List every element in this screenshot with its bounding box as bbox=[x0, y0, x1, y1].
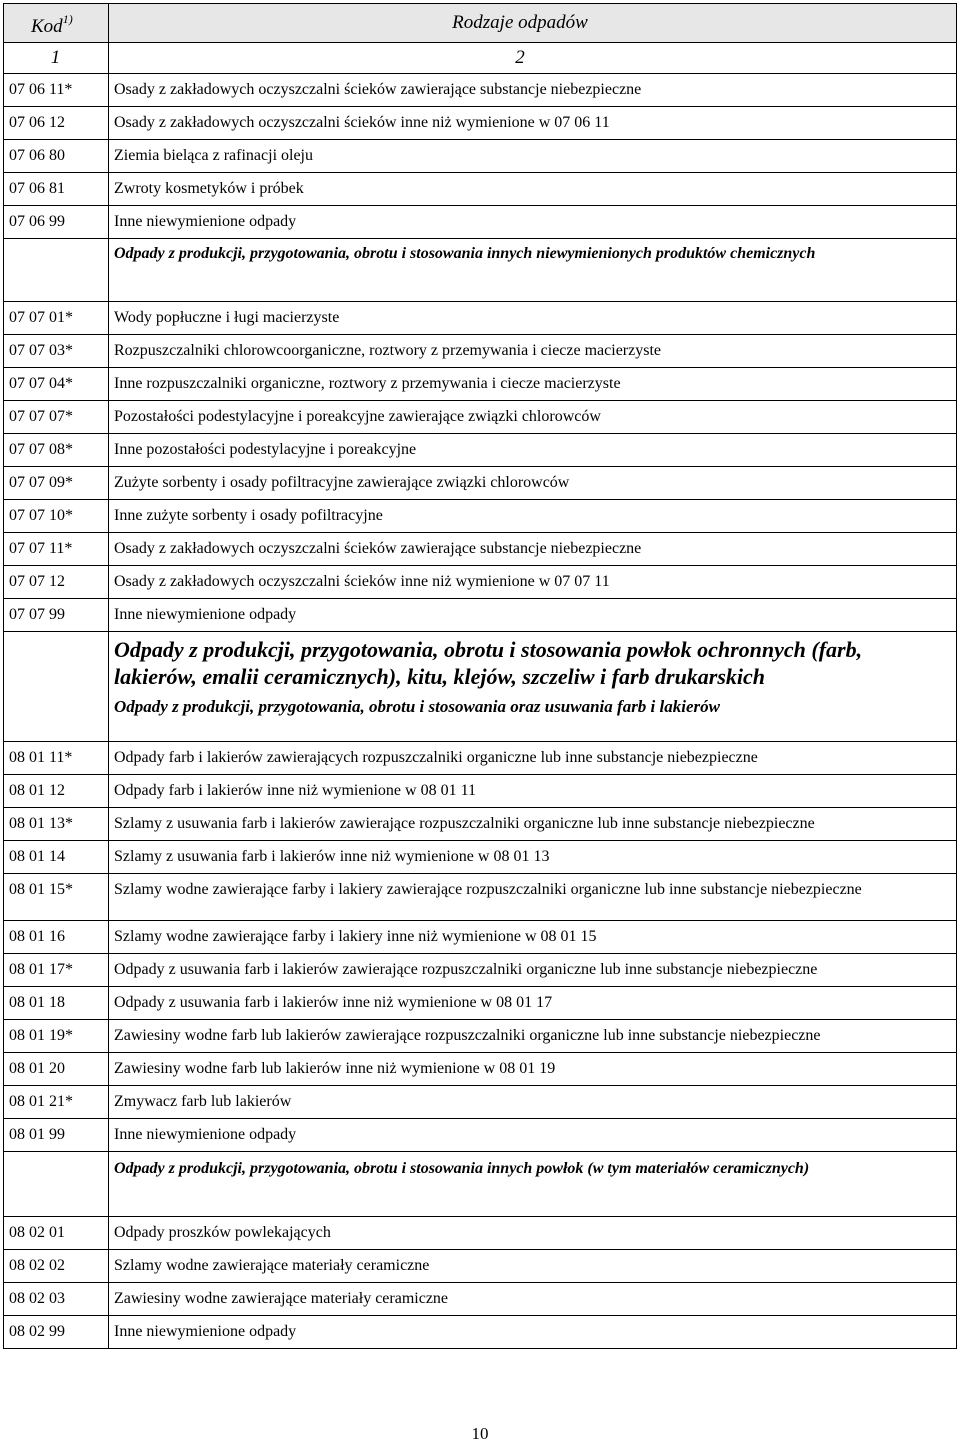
waste-description: Osady z zakładowych oczyszczalni ścieków inne niż wymienione w 07 07 11 bbox=[109, 566, 957, 599]
table-row bbox=[4, 808, 957, 841]
column-number-2: 2 bbox=[109, 43, 957, 74]
table-row bbox=[4, 954, 957, 987]
table-row bbox=[4, 434, 957, 467]
column-number-row bbox=[4, 43, 957, 74]
waste-description: Inne niewymienione odpady bbox=[109, 1316, 957, 1349]
waste-description: Inne niewymienione odpady bbox=[109, 599, 957, 632]
waste-description: Zawiesiny wodne farb lub lakierów zawierające rozpuszczalniki organiczne lub inne substancje niebezpieczne bbox=[109, 1020, 957, 1053]
table-row bbox=[4, 368, 957, 401]
table-row bbox=[4, 533, 957, 566]
waste-code: 07 07 09* bbox=[4, 467, 109, 500]
waste-description: Inne rozpuszczalniki organiczne, roztwory z przemywania i ciecze macierzyste bbox=[109, 368, 957, 401]
document-page bbox=[3, 3, 956, 1349]
section-heading-row bbox=[4, 1152, 957, 1217]
waste-code: 07 07 12 bbox=[4, 566, 109, 599]
waste-description: Osady z zakładowych oczyszczalni ścieków zawierające substancje niebezpieczne bbox=[109, 74, 957, 107]
table-row bbox=[4, 1119, 957, 1152]
waste-code: 08 01 18 bbox=[4, 987, 109, 1020]
waste-code: 08 01 17* bbox=[4, 954, 109, 987]
waste-code: 08 01 13* bbox=[4, 808, 109, 841]
waste-code: 08 01 19* bbox=[4, 1020, 109, 1053]
chapter-subtitle: Odpady z produkcji, przygotowania, obrotu i stosowania oraz usuwania farb i lakierów bbox=[114, 697, 720, 716]
waste-description: Inne niewymienione odpady bbox=[109, 206, 957, 239]
waste-code: 08 02 99 bbox=[4, 1316, 109, 1349]
waste-code: 08 01 14 bbox=[4, 841, 109, 874]
waste-description: Szlamy wodne zawierające farby i lakiery inne niż wymienione w 08 01 15 bbox=[109, 921, 957, 954]
table-row bbox=[4, 1053, 957, 1086]
table-header-row bbox=[4, 4, 957, 43]
waste-description: Inne pozostałości podestylacyjne i poreakcyjne bbox=[109, 434, 957, 467]
waste-code: 08 02 02 bbox=[4, 1250, 109, 1283]
waste-description: Pozostałości podestylacyjne i poreakcyjne zawierające związki chlorowców bbox=[109, 401, 957, 434]
waste-code: 07 06 99 bbox=[4, 206, 109, 239]
table-body bbox=[4, 74, 957, 1349]
table-row bbox=[4, 775, 957, 808]
page-number: 10 bbox=[471, 1424, 489, 1443]
chapter-title: Odpady z produkcji, przygotowania, obrotu i stosowania powłok ochronnych (farb, lakierów, emalii ceramicznych), kitu, klejów, szczeliw i farb drukarskich bbox=[114, 637, 863, 689]
table-row bbox=[4, 206, 957, 239]
waste-code: 07 07 11* bbox=[4, 533, 109, 566]
code-header-label: Kod bbox=[31, 16, 63, 37]
waste-description: Szlamy z usuwania farb i lakierów zawierające rozpuszczalniki organiczne lub inne substancje niebezpieczne bbox=[109, 808, 957, 841]
table-row bbox=[4, 566, 957, 599]
waste-code: 08 01 15* bbox=[4, 874, 109, 921]
waste-description: Odpady proszków powlekających bbox=[109, 1217, 957, 1250]
waste-code: 07 07 10* bbox=[4, 500, 109, 533]
waste-description: Osady z zakładowych oczyszczalni ścieków zawierające substancje niebezpieczne bbox=[109, 533, 957, 566]
waste-code: 08 01 20 bbox=[4, 1053, 109, 1086]
waste-code: 08 01 11* bbox=[4, 742, 109, 775]
table-row bbox=[4, 599, 957, 632]
table-row bbox=[4, 1283, 957, 1316]
waste-description: Odpady z usuwania farb i lakierów zawierające rozpuszczalniki organiczne lub inne substancje niebezpieczne bbox=[109, 954, 957, 987]
waste-code: 08 01 16 bbox=[4, 921, 109, 954]
table-row bbox=[4, 140, 957, 173]
waste-description: Odpady farb i lakierów inne niż wymienione w 08 01 11 bbox=[109, 775, 957, 808]
table-row bbox=[4, 500, 957, 533]
waste-type-column-header: Rodzaje odpadów bbox=[109, 4, 957, 43]
waste-description: Odpady z usuwania farb i lakierów inne niż wymienione w 08 01 17 bbox=[109, 987, 957, 1020]
waste-description: Rozpuszczalniki chlorowcoorganiczne, roztwory z przemywania i ciecze macierzyste bbox=[109, 335, 957, 368]
table-row bbox=[4, 921, 957, 954]
waste-code: 07 07 04* bbox=[4, 368, 109, 401]
table-row bbox=[4, 1020, 957, 1053]
section-heading-row bbox=[4, 239, 957, 302]
waste-description: Zużyte sorbenty i osady pofiltracyjne zawierające związki chlorowców bbox=[109, 467, 957, 500]
table-row bbox=[4, 173, 957, 206]
waste-description: Zwroty kosmetyków i próbek bbox=[109, 173, 957, 206]
waste-code: 07 07 07* bbox=[4, 401, 109, 434]
code-column-header bbox=[4, 4, 109, 43]
column-number-1: 1 bbox=[4, 43, 109, 74]
waste-description: Szlamy wodne zawierające farby i lakiery zawierające rozpuszczalniki organiczne lub inne substancje niebezpieczne bbox=[109, 874, 957, 921]
waste-code: 07 06 11* bbox=[4, 74, 109, 107]
section-heading: Odpady z produkcji, przygotowania, obrotu i stosowania innych powłok (w tym materiałów ceramicznych) bbox=[109, 1152, 957, 1217]
table-row bbox=[4, 1217, 957, 1250]
waste-description: Osady z zakładowych oczyszczalni ścieków inne niż wymienione w 07 06 11 bbox=[109, 107, 957, 140]
code-header-footnote: 1) bbox=[62, 12, 73, 26]
waste-description: Szlamy z usuwania farb i lakierów inne niż wymienione w 08 01 13 bbox=[109, 841, 957, 874]
section-code-blank bbox=[4, 239, 109, 302]
waste-code: 07 06 81 bbox=[4, 173, 109, 206]
table-row bbox=[4, 74, 957, 107]
waste-code: 07 07 01* bbox=[4, 302, 109, 335]
section-heading: Odpady z produkcji, przygotowania, obrotu i stosowania innych niewymienionych produktów chemicznych bbox=[109, 239, 957, 302]
table-row bbox=[4, 874, 957, 921]
waste-code: 08 01 21* bbox=[4, 1086, 109, 1119]
waste-code: 07 06 12 bbox=[4, 107, 109, 140]
waste-code: 08 02 01 bbox=[4, 1217, 109, 1250]
table-row bbox=[4, 742, 957, 775]
table-row bbox=[4, 302, 957, 335]
table-row bbox=[4, 1316, 957, 1349]
waste-code: 07 07 03* bbox=[4, 335, 109, 368]
waste-code: 08 02 03 bbox=[4, 1283, 109, 1316]
waste-description: Zawiesiny wodne farb lub lakierów inne niż wymienione w 08 01 19 bbox=[109, 1053, 957, 1086]
waste-codes-table bbox=[3, 3, 957, 1349]
waste-code: 08 01 99 bbox=[4, 1119, 109, 1152]
waste-description: Zawiesiny wodne zawierające materiały ceramiczne bbox=[109, 1283, 957, 1316]
waste-description: Ziemia bieląca z rafinacji oleju bbox=[109, 140, 957, 173]
chapter-heading-cell bbox=[109, 632, 957, 742]
waste-code: 07 06 80 bbox=[4, 140, 109, 173]
chapter-code-blank bbox=[4, 632, 109, 742]
table-row bbox=[4, 335, 957, 368]
waste-description: Inne niewymienione odpady bbox=[109, 1119, 957, 1152]
table-row bbox=[4, 1250, 957, 1283]
waste-description: Inne zużyte sorbenty i osady pofiltracyjne bbox=[109, 500, 957, 533]
waste-description: Odpady farb i lakierów zawierających rozpuszczalniki organiczne lub inne substancje niebezpieczne bbox=[109, 742, 957, 775]
waste-description: Szlamy wodne zawierające materiały ceramiczne bbox=[109, 1250, 957, 1283]
table-row bbox=[4, 401, 957, 434]
waste-code: 07 07 08* bbox=[4, 434, 109, 467]
table-row bbox=[4, 841, 957, 874]
table-row bbox=[4, 1086, 957, 1119]
waste-code: 07 07 99 bbox=[4, 599, 109, 632]
table-row bbox=[4, 107, 957, 140]
waste-description: Wody popłuczne i ługi macierzyste bbox=[109, 302, 957, 335]
table-row bbox=[4, 467, 957, 500]
waste-description: Zmywacz farb lub lakierów bbox=[109, 1086, 957, 1119]
waste-code: 08 01 12 bbox=[4, 775, 109, 808]
chapter-heading-row bbox=[4, 632, 957, 742]
section-code-blank bbox=[4, 1152, 109, 1217]
table-row bbox=[4, 987, 957, 1020]
